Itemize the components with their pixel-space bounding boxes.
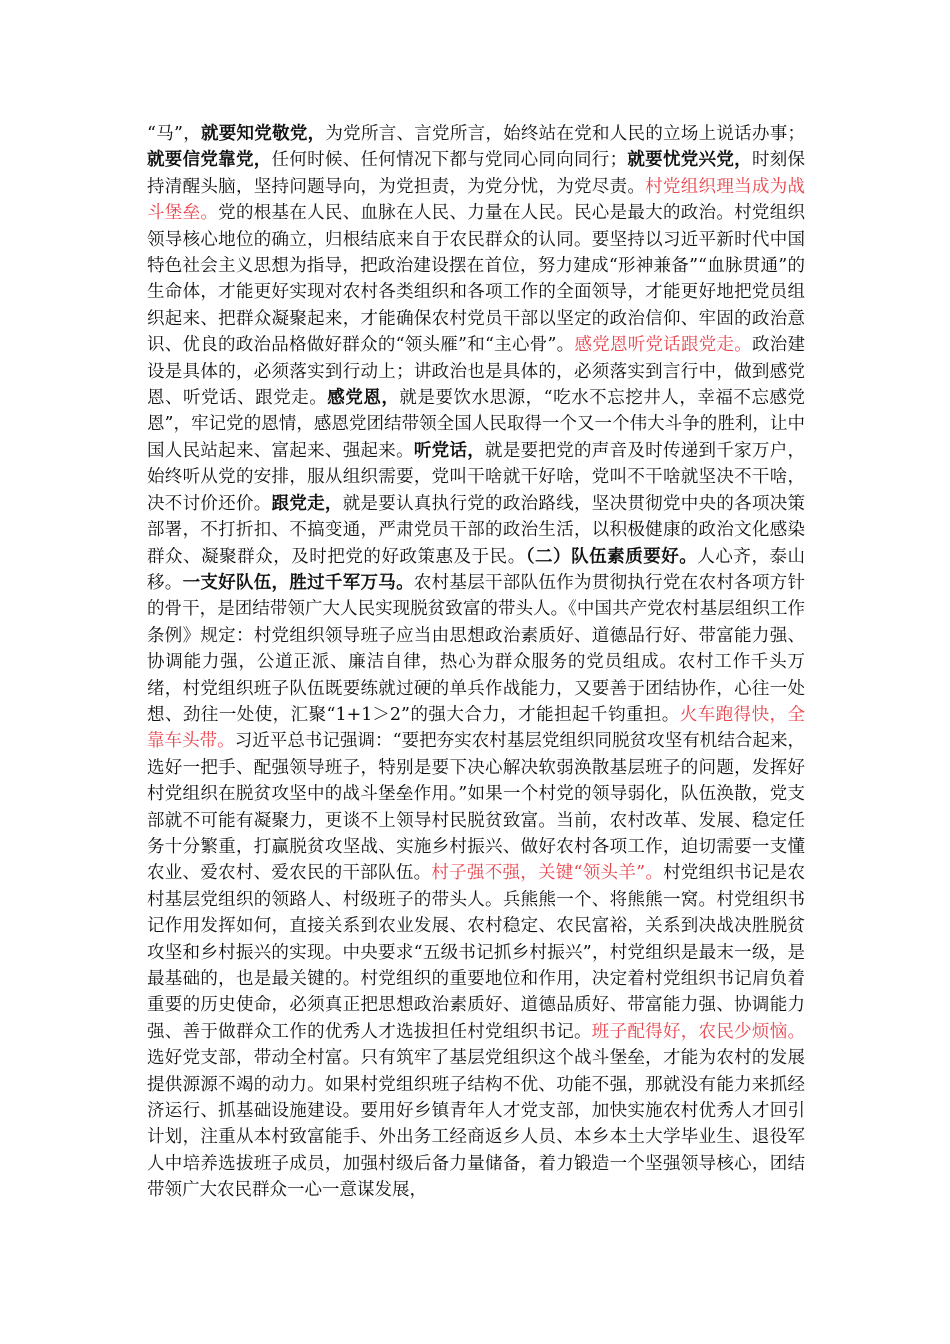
text-segment: 村党组织书记是农村基层党组织的领路人、村级班子的带头人。兵熊熊一个、将熊熊一窝。村党组织书记作用发挥如何，直接关系到农业发展、农村稳定、农民富裕，关系到决战决胜脱贫攻坚和乡村振兴的实现。中央要求“五级书记抓乡村振兴”，村党组织是最末一级，是最基础的，也是最关键的。村党组织的重要地位和作用，决定着村党组织书记肩负着重要的历史使命，必须真正把思想政治素质好、道德品质好、带富能力强、协调能力强、善于做群众工作的优秀人才选拔担任村党组织书记。 [147,863,806,1042]
bold-phrase: 一支好队伍，胜过千军万马。 [182,572,414,593]
text-segment: 人心齐，泰山移。 [147,546,806,593]
red-heading: 感党恩听党话跟党走。 [574,335,752,356]
text-segment: 党的根基在人民、血脉在人民、力量在人民。民心是最大的政治。村党组织领导核心地位的确立，归根结底来自于农民群众的认同。要坚持以习近平新时代中国特色社会主义思想为指导，把政治建设摆在首位，努力建成“形神兼备”“血脉贯通”的生命体，才能更好实现对农村各类组织和各项工作的全面领导，才能更好地把党员组织起来、把群众凝聚起来，才能确保农村党员干部以坚定的政治信仰、牢固的政治意识、优良的政治品格做好群众的“领头雁”和“主心骨”。 [147,203,806,356]
text-segment: 为党所言、言党所言，始终站在党和人民的立场上说话办事； [325,124,805,144]
bold-phrase: 听党话， [413,440,486,461]
bold-phrase: 感党恩， [327,388,400,409]
red-heading: 火车跑得快，全靠车头带。 [147,704,805,752]
text-segment: 农村基层干部队伍作为贯彻执行党在农村各项方针的骨干，是团结带领广大人民实现脱贫致富的带头人。《中国共产党农村基层组织工作条例》规定：村党组织领导班子应当由思想政治素质好、道德品行好、带富能力强、协调能力强，公道正派、廉洁自律，热心为群众服务的党员组成。农村工作千头万绪，村党组织班子队伍既要练就过硬的单兵作战能力，又要善于团结协作，心往一处想、劲往一处使，汇聚“1+1＞2”的强大合力，才能担起千钧重担。 [147,572,806,725]
text-segment: 选好党支部，带动全村富。只有筑牢了基层党组织这个战斗堡垒，才能为农村的发展提供源源不竭的动力。如果村党组织班子结构不优、功能不强，那就没有能力来抓经济运行、抓基础设施建设。要用好乡镇青年人才党支部，加快实施农村优秀人才回引计划，注重从本村致富能手、外出务工经商返乡人员、本乡本土大学毕业生、退役军人中培养选拔班子成员，加强村级后备力量储备，着力锻造一个坚强领导核心，团结带领广大农民群众一心一意谋发展， [147,1048,805,1201]
text-segment: 任何时候、任何情况下都与党同心同向同行； [271,150,628,171]
text-segment: 就是要饮水思源，“吃水不忘挖井人，幸福不忘感党恩”，牢记党的恩情，感恩党团结带领全国人民取得一个又一个伟大斗争的胜利，让中国人民站起来、富起来、强起来。 [147,388,806,461]
text-segment: 习近平总书记强调：“要把夯实农村基层党组织同脱贫攻坚有机结合起来，选好一把手、配强领导班子，特别是要下决心解决软弱涣散基层班子的问题，发挥好村党组织在脱贫攻坚中的战斗堡垒作用。”如果一个村党的领导弱化，队伍涣散，党支部就不可能有凝聚力，更谈不上领导村民脱贫致富。当前，农村改革、发展、稳定任务十分繁重，打赢脱贫攻坚战、实施乡村振兴、做好农村各项工作，迫切需要一支懂农业、爱农村、爱农民的干部队伍。 [147,731,806,884]
text-segment: “马”， [147,124,201,144]
text-segment: 时刻保持清醒头脑，坚持问题导向，为党担责，为党分忧，为党尽责。 [147,150,806,197]
bold-phrase: 跟党走， [271,493,343,514]
body-paragraph [147,121,805,1204]
red-heading: 班子配得好，农民少烦恼。 [591,1021,806,1042]
bold-phrase: 就要知党敬党， [200,124,326,144]
red-heading: 村党组织理当成为战斗堡垒。 [147,176,806,224]
text-segment: 政治建设是具体的，必须落实到行动上；讲政治也是具体的，必须落实到言行中，做到感党恩、听党话、跟党走。 [147,335,806,409]
bold-phrase: 就要忧党兴党， [627,150,752,171]
text-segment: 就是要把党的声音及时传递到千家万户，始终听从党的安排，服从组织需要，党叫干啥就干好啥，党叫不干啥就坚决不干啥，决不讨价还价。 [147,440,806,514]
red-heading: 村子强不强，关键“领头羊”。 [431,863,664,884]
text-segment: 就是要认真执行党的政治路线，坚决贯彻党中央的各项决策部署，不打折扣、不搞变通，严肃党员干部的政治生活，以积极健康的政治文化感染群众、凝聚群众，及时把党的好政策惠及于民。 [147,493,806,567]
section-heading: （二）队伍素质要好。 [525,546,698,567]
bold-phrase: 就要信党靠党， [147,150,272,171]
